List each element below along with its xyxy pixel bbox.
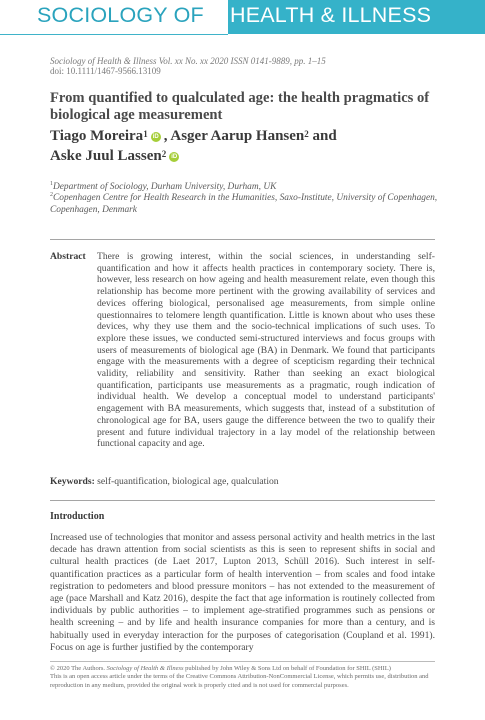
author-name[interactable]: Tiago Moreira bbox=[50, 128, 144, 144]
author-conjunction: and bbox=[308, 128, 337, 144]
doi-line[interactable]: doi: 10.1111/1467-9566.13109 bbox=[50, 66, 161, 76]
journal-name: Sociology of Health & Illness bbox=[106, 665, 184, 672]
keywords-text: self-quantification, biological age, qualculation bbox=[94, 476, 279, 487]
copyright-text: © 2020 The Authors. bbox=[50, 665, 107, 672]
affiliation-marker: 2 bbox=[304, 129, 309, 139]
banner-title-part1: SOCIOLOGY OF bbox=[37, 3, 204, 27]
orcid-icon[interactable]: iD bbox=[152, 133, 159, 140]
abstract-text: There is growing interest, within the social sciences, in understanding self-quantification and how it affects health practices in contemporary society. There is, however, less research on how ageing and health measurement relate, even though this relationship has become more pertinent with the growing availability of services and devices offering biological, personalised age measurements, from simple online questionnaires to telomere length quantification. Little is known about who uses these devices, why they use them and the socio-technical implications of such uses. To explore these issues, we conducted semi-structured interviews and focus groups with users of measurements of biological age (BA) in Denmark. We found that participants engage with the measurements with a degree of scepticism regarding their technical validity, reliability and sensitivity. Rather than seeking an exact biological quantification, participants use measurements as a pragmatic, rough indication of individual health. We develop a conceptual model to understand participants' engagement with BA measurements, which suggests that, instead of a substitution of chronological age for BA, users gauge the difference between the two to qualify their present and future individual trajectory in a lay model of the relationship between functional capacity and age. bbox=[97, 251, 435, 450]
abstract-label: Abstract bbox=[50, 251, 86, 262]
license-text: This is an open access article under the terms of the Creative Commons Attribution-NonCommercial License, which permits use, distribution and reproduction in any medium, provided the original work is properly cited and is not used for commercial purposes. bbox=[50, 673, 429, 689]
introduction-paragraph: Increased use of technologies that monitor and assess personal activity and health metrics in the last decade has drawn attention from social scientists as this is seen to represent shifts in social and cultural health practices (de Laet 2017, Lupton 2013, Schüll 2016). Such interest in self-quantification practices as a particular form of health intervention – from scales and food intake registration to pedometers and blood pressure monitors – has not extended to the measurement of age (pace Marshall and Katz 2016), despite the fact that age information is routinely collected from individuals by public authorities – to implement age-stratified programmes such as pensions or health screening – and by life and health insurance companies for more than a century, and is habitually used in everyday interaction for the purposes of categorisation (Coupland et al. 1991). Focus on age is further justified by the contemporary bbox=[50, 532, 435, 653]
publisher-text: published by John Wiley & Sons Ltd on behalf of Foundation for SHIL (SHIL) bbox=[183, 665, 391, 672]
orcid-icon[interactable]: iD bbox=[171, 153, 178, 160]
copyright-footer bbox=[50, 665, 435, 690]
affiliation-marker: 1 bbox=[143, 129, 148, 139]
affiliation-2 bbox=[50, 190, 450, 216]
journal-banner bbox=[0, 0, 485, 34]
abstract-top-divider bbox=[50, 239, 435, 240]
keywords-label: Keywords: bbox=[50, 476, 95, 487]
section-heading-introduction: Introduction bbox=[50, 511, 105, 522]
author-name[interactable]: , Asger Aarup Hansen bbox=[163, 128, 305, 144]
affiliation-text: Department of Sociology, Durham University, Durham, UK bbox=[53, 182, 277, 193]
banner-title-part2: HEALTH & ILLNESS bbox=[230, 3, 432, 27]
author-list bbox=[50, 126, 470, 166]
author-name[interactable]: Aske Juul Lassen bbox=[50, 148, 162, 164]
journal-citation-line: Sociology of Health & Illness Vol. xx No. xx 2020 ISSN 0141-9889, pp. 1–15 bbox=[50, 56, 326, 66]
article-title: From quantified to qualculated age: the health pragmatics of biological age measurement bbox=[50, 90, 430, 123]
footer-divider bbox=[50, 661, 435, 662]
keywords-line bbox=[50, 476, 279, 487]
affiliation-marker: 2 bbox=[161, 149, 167, 159]
affiliation-number: 1 bbox=[50, 181, 53, 187]
affiliation-text: Copenhagen Centre for Health Research in the Humanities, Saxo-Institute, University of Copenhagen, Copenhagen, Denmark bbox=[50, 193, 438, 215]
abstract-bottom-divider bbox=[50, 500, 435, 501]
affiliation-number: 2 bbox=[50, 192, 53, 198]
